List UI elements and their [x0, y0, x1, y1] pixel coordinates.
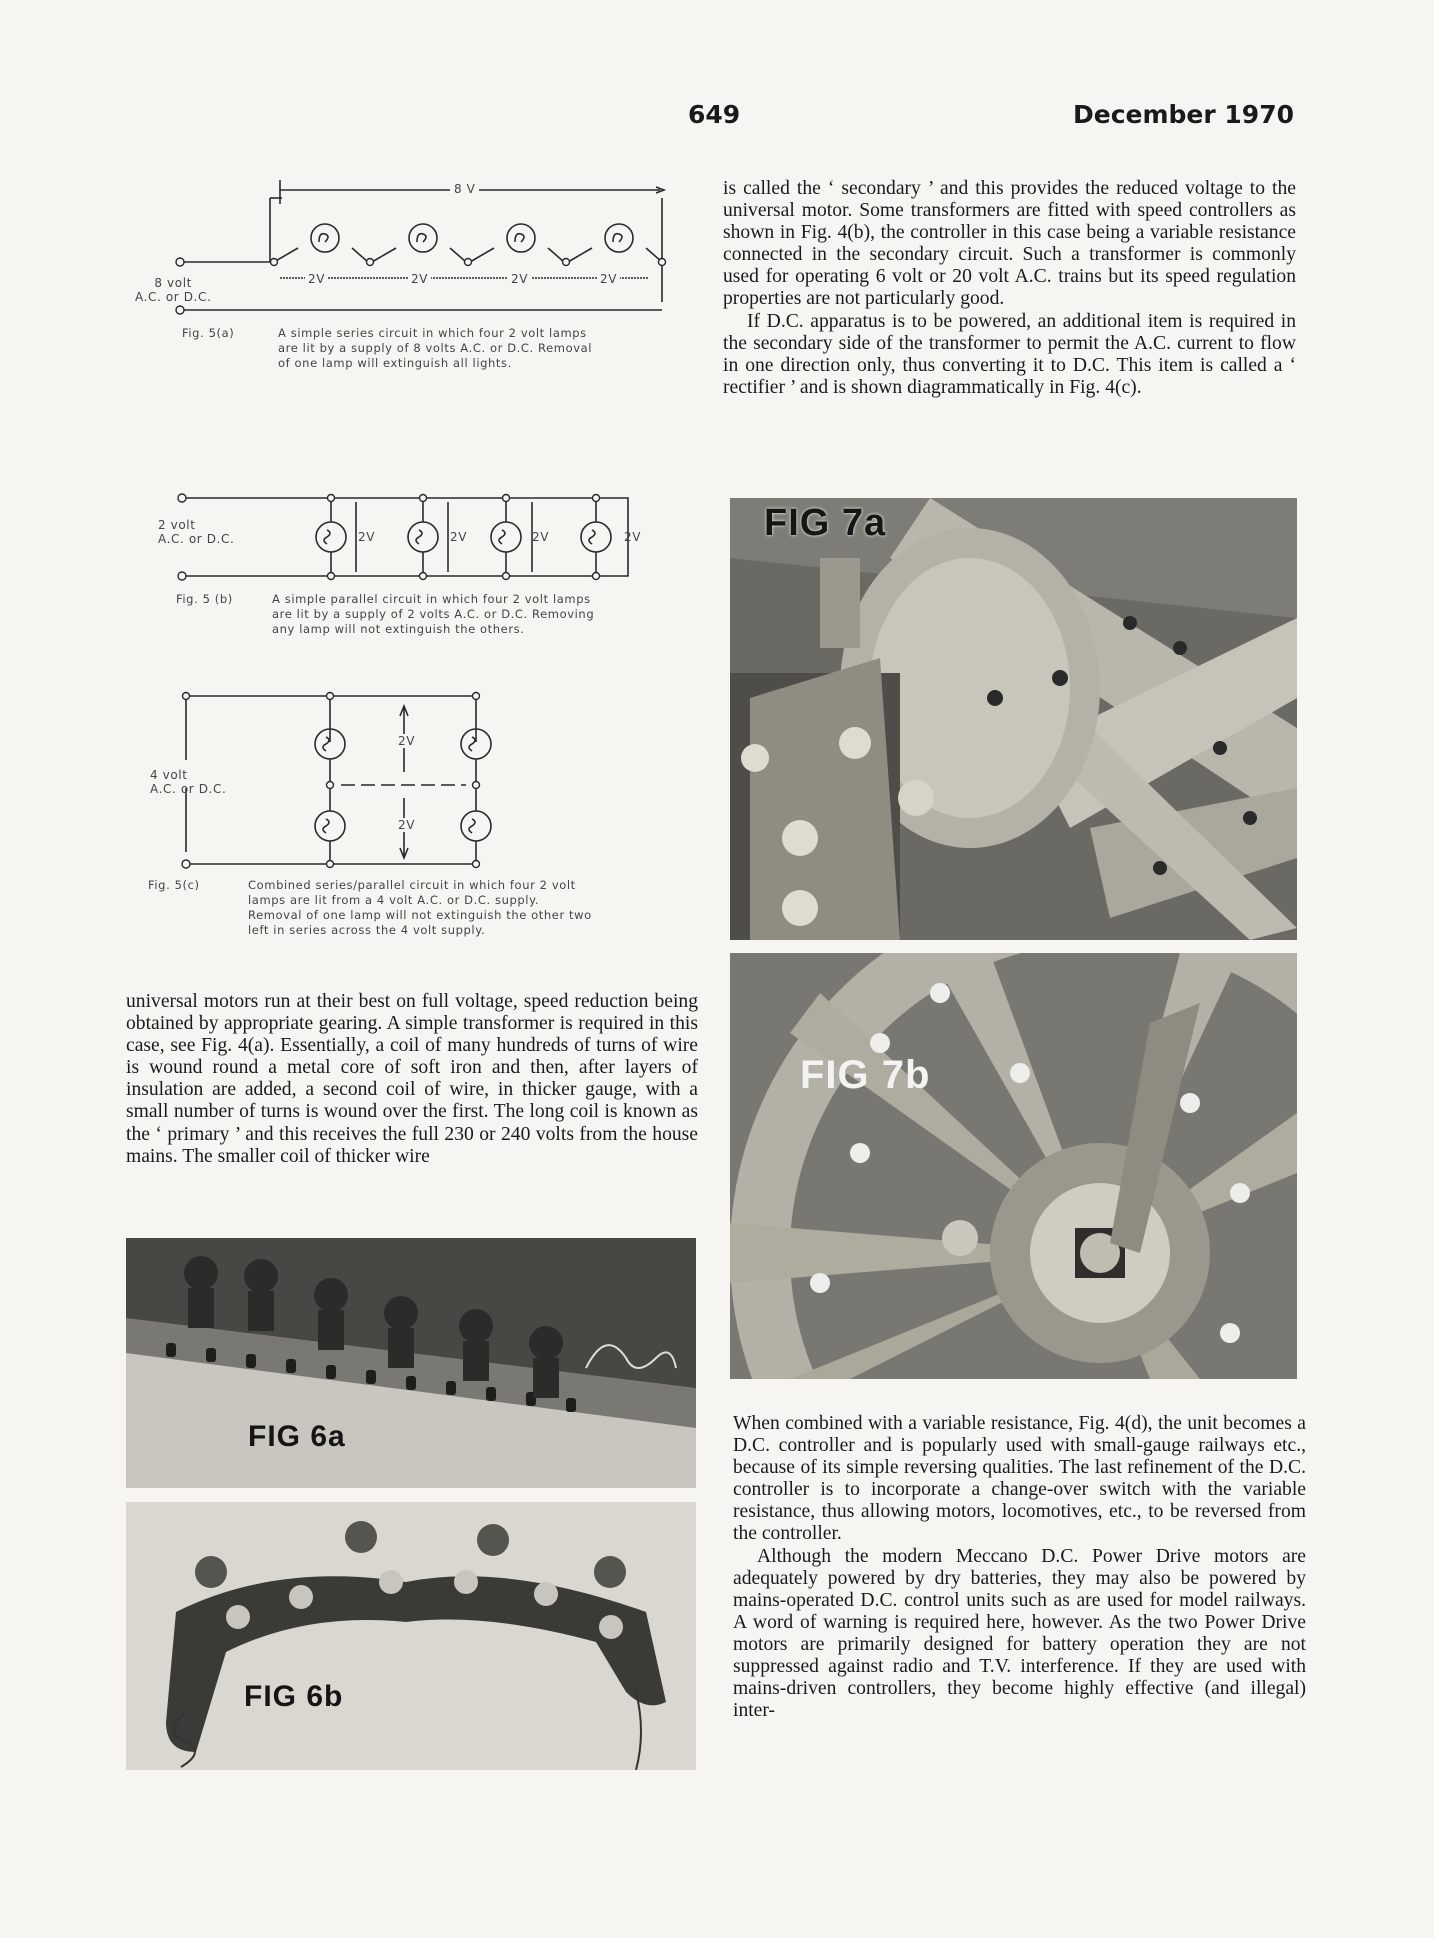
- fig5a-lamp-1: [274, 224, 368, 262]
- fig5c-source-line-1: 4 volt: [150, 768, 188, 782]
- fig7a-photo-art: [730, 498, 1297, 940]
- fig7a-photo: [730, 498, 1297, 940]
- right-paragraph-2: If D.C. apparatus is to be powered, an additional item is required in the secondary side of the transformer to permit the A.C. current to flow in one direction only, thus converting it to D.C. This item is called a ‘ rectifier ’ and is shown diagrammatically in Fig. 4(c).: [723, 310, 1296, 398]
- left-column-text: [126, 991, 698, 1168]
- fig7b-photo: [730, 953, 1297, 1379]
- fig5c-caption-line: left in series across the 4 volt supply.: [248, 923, 486, 937]
- fig5a-lamp-label-1: 2V: [305, 272, 328, 286]
- fig5a-lamp-3: [470, 224, 564, 262]
- fig5b-lamp-4: [581, 495, 611, 580]
- fig6a-photo: [126, 1238, 696, 1488]
- fig5c-source-label: [150, 768, 226, 796]
- fig5c-caption-label: Fig. 5(c): [148, 878, 200, 892]
- fig5a-source-label: [135, 276, 211, 304]
- fig6b-photo: [126, 1502, 696, 1770]
- fig5a-lamp-label-4: 2V: [597, 272, 620, 286]
- fig5a-top-label: 8 V: [450, 182, 479, 196]
- right-paragraph-4: Although the modern Meccano D.C. Power Drive motors are adequately powered by dry batteries, they may also be powered by mains-operated D.C. control units such as are used for model railways. A word of warning is required here, however. As the two Power Drive motors are primarily designed for battery operation they are not suppressed against radio and T.V. interference. If they are used with mains-driven controllers, they become highly effective (and illegal) inter-: [733, 1545, 1306, 1722]
- fig5b-lamp-label-1: 2V: [358, 530, 376, 544]
- fig5a-lamp-label-3: 2V: [508, 272, 531, 286]
- fig7b-photo-art: [730, 953, 1297, 1379]
- fig5c-lamp-2: [315, 787, 345, 864]
- fig5a-lamp-2: [372, 224, 466, 262]
- fig5a-caption: [182, 326, 662, 386]
- fig5c-caption-line: lamps are lit from a 4 volt A.C. or D.C. supply.: [248, 893, 540, 907]
- fig5c-caption: [148, 878, 648, 954]
- fig5b-lamp-3: [491, 495, 532, 580]
- page-number: 649: [688, 100, 741, 129]
- fig6b-label: FIG 6b: [244, 1680, 344, 1713]
- right-column-top-text: [723, 178, 1296, 399]
- fig5b-source-line-2: A.C. or D.C.: [158, 532, 235, 546]
- fig5a-lamp-4: [568, 224, 662, 262]
- fig6a-photo-art: [126, 1238, 696, 1488]
- issue-date: December 1970: [1073, 100, 1294, 129]
- fig5b-caption: [176, 592, 676, 652]
- right-column-bottom-text: [733, 1413, 1306, 1722]
- fig5b-source-line-1: 2 volt: [158, 518, 196, 532]
- fig7a-label: FIG 7a: [764, 502, 887, 544]
- fig5b-caption-line: any lamp will not extinguish the others.: [272, 622, 525, 636]
- fig5a-diagram: [170, 180, 670, 320]
- fig5b-lamp-label-3: 2V: [532, 530, 550, 544]
- fig5b-source-label: [158, 518, 234, 546]
- fig5c-caption-line: Combined series/parallel circuit in which four 2 volt: [248, 878, 576, 892]
- fig5a-lamp-label-2: 2V: [408, 272, 431, 286]
- fig5c-source-line-2: A.C. or D.C.: [150, 782, 227, 796]
- fig5a-caption-label: Fig. 5(a): [182, 326, 235, 340]
- fig5c-upper-label: 2V: [398, 734, 416, 748]
- fig5c-caption-line: Removal of one lamp will not extinguish the other two: [248, 908, 592, 922]
- fig5b-lamp-2: [408, 495, 448, 580]
- fig5c-lamp-3: [461, 696, 491, 783]
- fig5b-lamp-label-4: 2V: [624, 530, 642, 544]
- right-paragraph-1: is called the ‘ secondary ’ and this provides the reduced voltage to the universal motor. Some transformers are fitted with speed controllers as shown in Fig. 4(b), the controller in this case being a variable resistance connected in the secondary circuit. Such a transformer is commonly used for operating 6 volt or 20 volt A.C. trains but its speed regulation properties are not particularly good.: [723, 178, 1296, 310]
- fig7b-label: FIG 7b: [800, 1053, 931, 1097]
- fig5c-lamp-1: [315, 696, 345, 783]
- fig5b-lamp-1: [316, 495, 356, 580]
- right-paragraph-3: When combined with a variable resistance, Fig. 4(d), the unit becomes a D.C. controller and is popularly used with small-gauge railways etc., because of its simple reversing qualities. The last refinement of the D.C. controller is to incorporate a change-over switch with the variable resistance, thus allowing motors, locomotives, etc., to be reversed from the controller.: [733, 1413, 1306, 1545]
- fig5a-caption-line: A simple series circuit in which four 2 volt lamps: [278, 326, 587, 340]
- fig5a-caption-line: of one lamp will extinguish all lights.: [278, 356, 512, 370]
- fig6a-label: FIG 6a: [248, 1420, 346, 1453]
- fig5b-caption-line: A simple parallel circuit in which four 2 volt lamps: [272, 592, 591, 606]
- left-paragraph: universal motors run at their best on full voltage, speed reduction being obtained by appropriate gearing. A simple transformer is required in this case, see Fig. 4(a). Essentially, a coil of many hundreds of turns of wire is wound round a metal core of soft iron and then, after layers of insulation are added, a second coil of wire, in thicker gauge, with a small number of turns is wound over the first. The long coil is known as the ‘ primary ’ and this receives the full 230 or 240 volts from the house mains. The smaller coil of thicker wire: [126, 991, 698, 1167]
- fig5c-lamp-4: [461, 787, 491, 864]
- fig5a-source-line-1: 8 volt: [154, 276, 192, 290]
- fig5a-source-line-2: A.C. or D.C.: [135, 290, 212, 304]
- fig5a-caption-line: are lit by a supply of 8 volts A.C. or D.C. Removal: [278, 341, 593, 355]
- fig5b-lamp-label-2: 2V: [450, 530, 468, 544]
- fig5b-diagram: [176, 488, 646, 593]
- fig5c-lower-label: 2V: [398, 818, 416, 832]
- fig5b-caption-label: Fig. 5 (b): [176, 592, 233, 606]
- fig6b-photo-art: [126, 1502, 696, 1770]
- fig5b-caption-line: are lit by a supply of 2 volts A.C. or D.C. Removing: [272, 607, 595, 621]
